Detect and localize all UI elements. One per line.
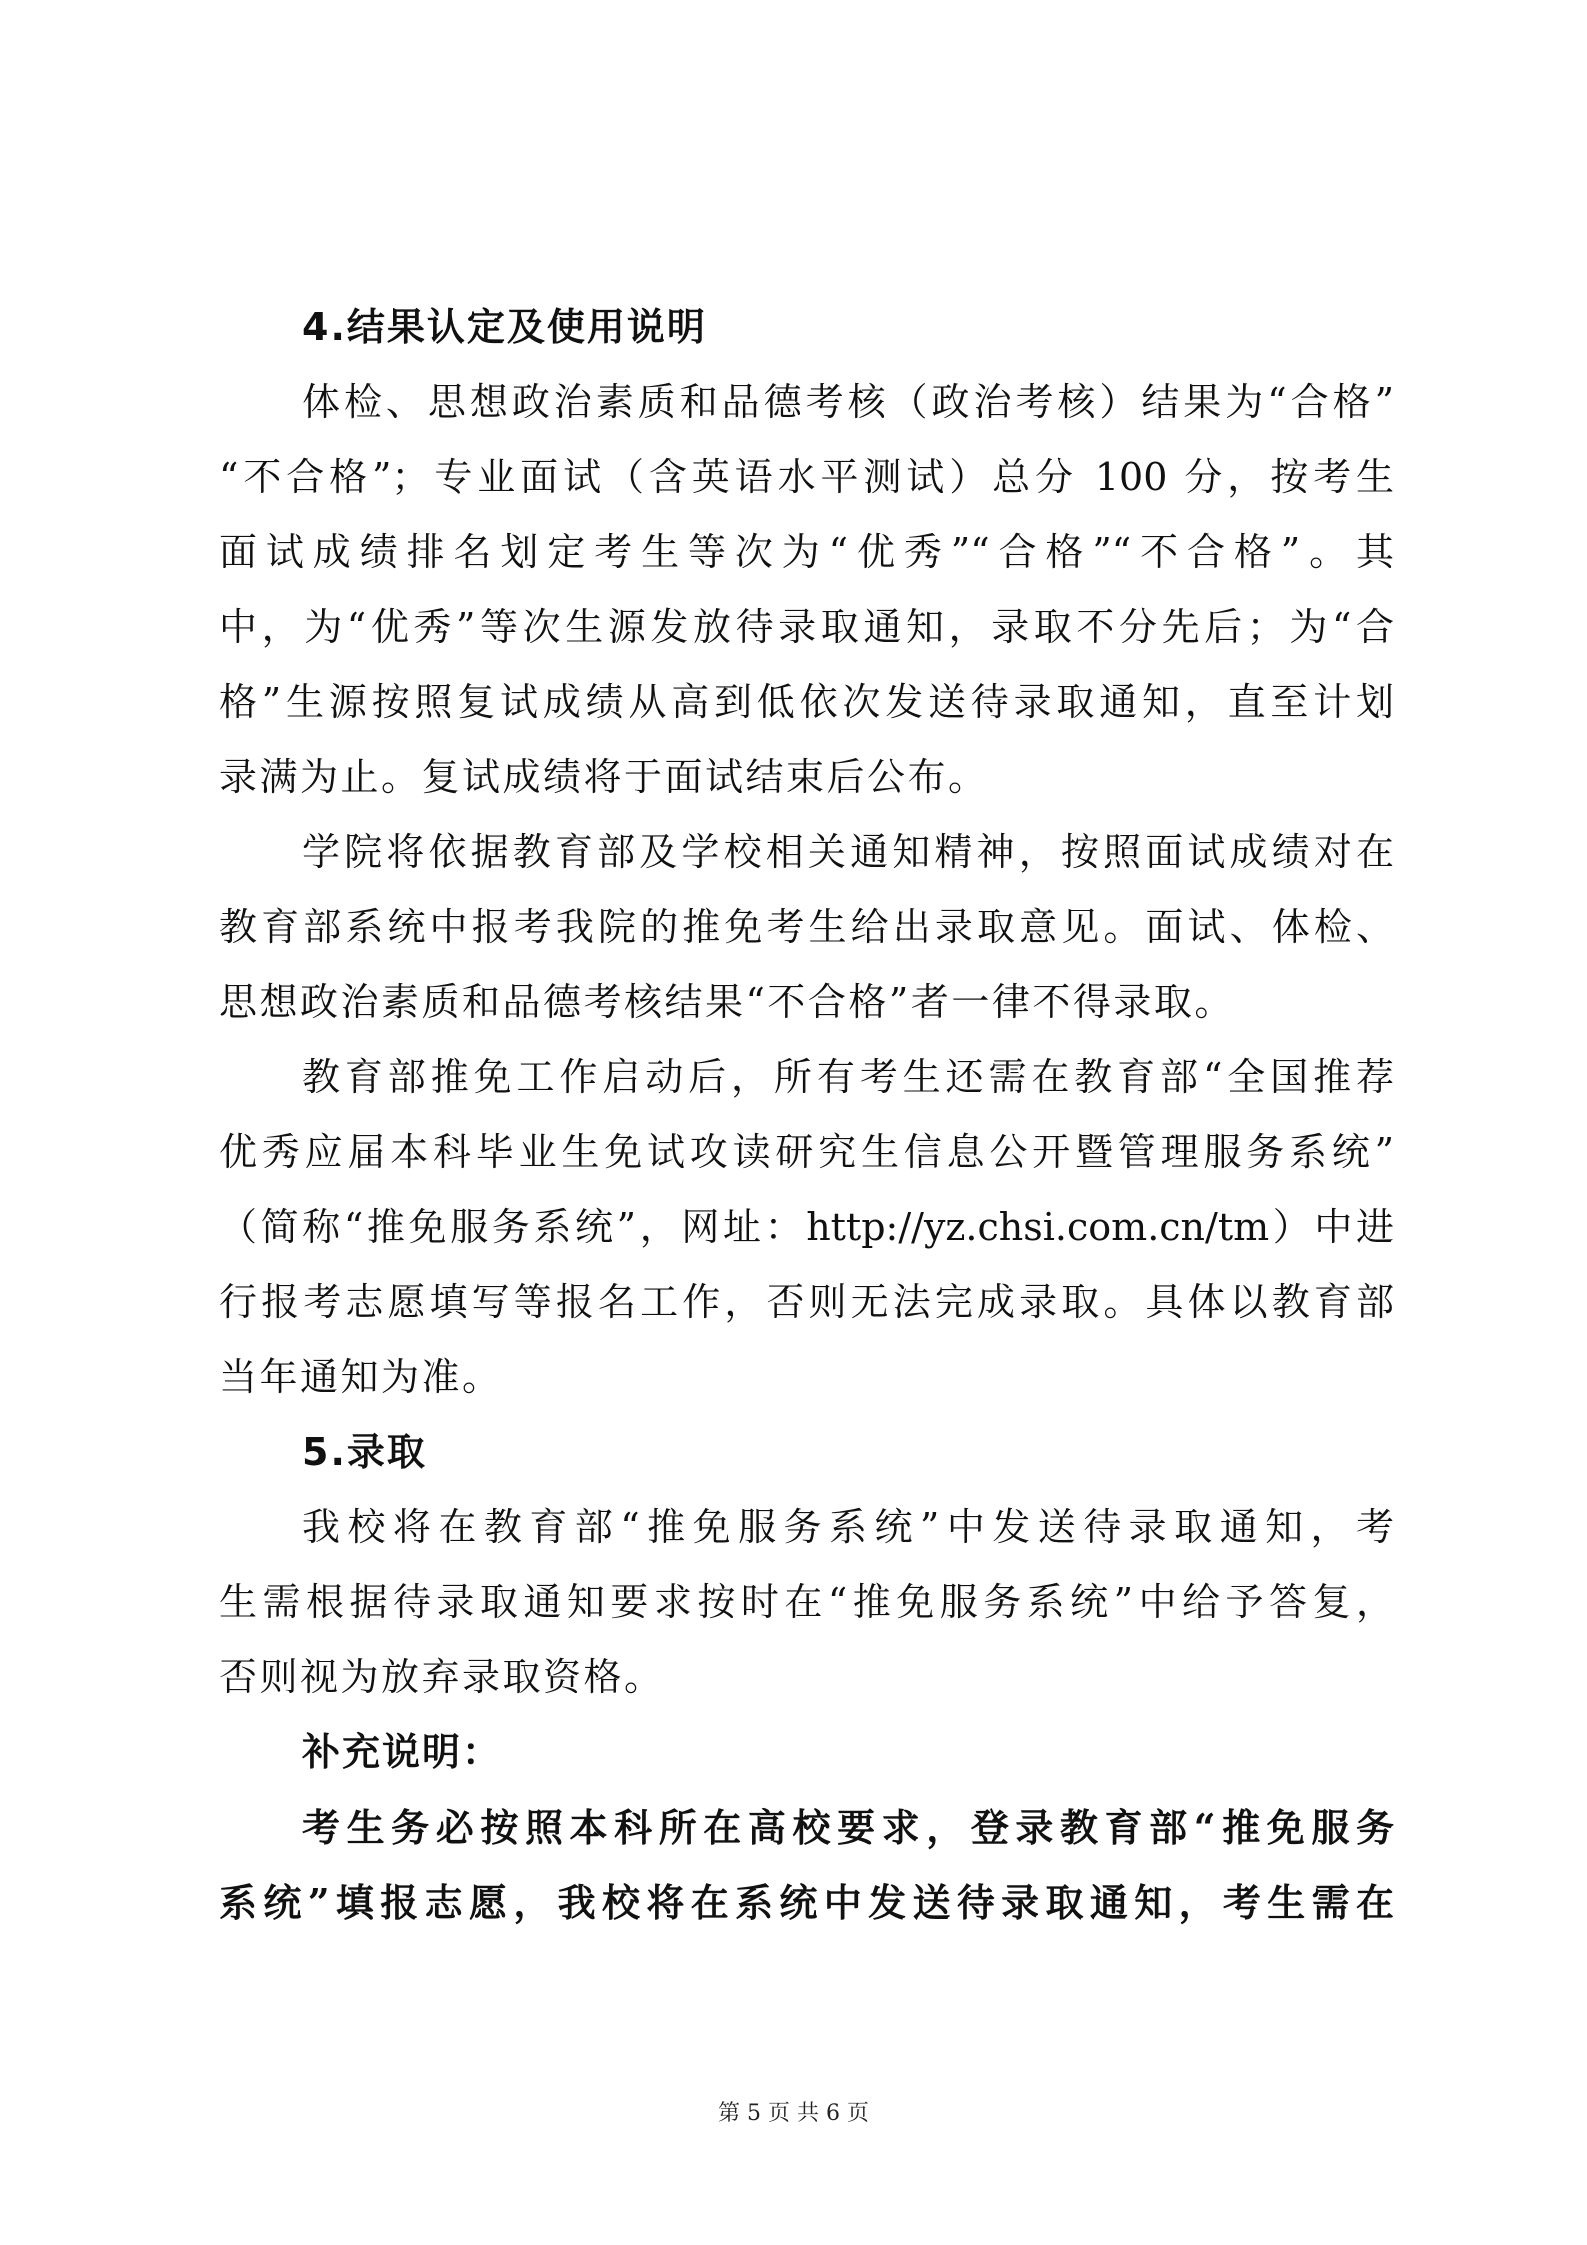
paragraph-line: 教育部系统中报考我院的推免考生给出录取意见。面试、体检、	[219, 905, 1394, 949]
paragraph-line: 学院将依据教育部及学校相关通知精神，按照面试成绩对在	[302, 830, 1394, 874]
paragraph-line: 否则视为放弃录取资格。	[219, 1655, 665, 1699]
paragraph-line: 当年通知为准。	[219, 1355, 503, 1399]
paragraph	[219, 1490, 1394, 1715]
section-heading: 5.录取	[302, 1430, 427, 1474]
paragraph	[219, 815, 1394, 1040]
paragraph-line: 系统”填报志愿，我校将在系统中发送待录取通知，考生需在	[219, 1880, 1394, 1925]
paragraph-line: 考生务必按照本科所在高校要求，登录教育部“推免服务	[302, 1805, 1394, 1850]
section-heading: 4.结果认定及使用说明	[302, 305, 707, 349]
page-number: 第 5 页 共 6 页	[718, 2101, 869, 2126]
paragraph-line: 我校将在教育部“推免服务系统”中发送待录取通知，考	[302, 1505, 1394, 1549]
paragraph-line: 教育部推免工作启动后，所有考生还需在教育部“全国推荐	[302, 1055, 1394, 1099]
paragraph-line: 体检、思想政治素质和品德考核（政治考核）结果为“合格”	[302, 380, 1394, 424]
paragraph-line: （简称“推免服务系统”，网址：http://yz.chsi.com.cn/tm）中进	[219, 1205, 1394, 1249]
paragraph-line: 生需根据待录取通知要求按时在“推免服务系统”中给予答复，	[219, 1580, 1394, 1624]
paragraph	[219, 1040, 1394, 1415]
paragraph-line: 面试成绩排名划定考生等次为“优秀”“合格”“不合格”。其	[219, 530, 1394, 574]
paragraph-line: 录满为止。复试成绩将于面试结束后公布。	[219, 755, 989, 799]
paragraph-line: “不合格”；专业面试（含英语水平测试）总分 100 分，按考生	[219, 455, 1394, 499]
paragraph-line: 中，为“优秀”等次生源发放待录取通知，录取不分先后；为“合	[219, 605, 1394, 649]
paragraph	[219, 365, 1394, 815]
paragraph-line: 格”生源按照复试成绩从高到低依次发送待录取通知，直至计划	[219, 680, 1394, 724]
paragraph-line: 优秀应届本科毕业生免试攻读研究生信息公开暨管理服务系统”	[219, 1130, 1394, 1174]
supplement-paragraph	[219, 1790, 1394, 1940]
document-body	[219, 290, 1394, 1940]
paragraph-line: 思想政治素质和品德考核结果“不合格”者一律不得录取。	[219, 980, 1235, 1024]
paragraph-line: 行报考志愿填写等报名工作，否则无法完成录取。具体以教育部	[219, 1280, 1394, 1324]
supplement-heading: 补充说明：	[302, 1730, 503, 1774]
